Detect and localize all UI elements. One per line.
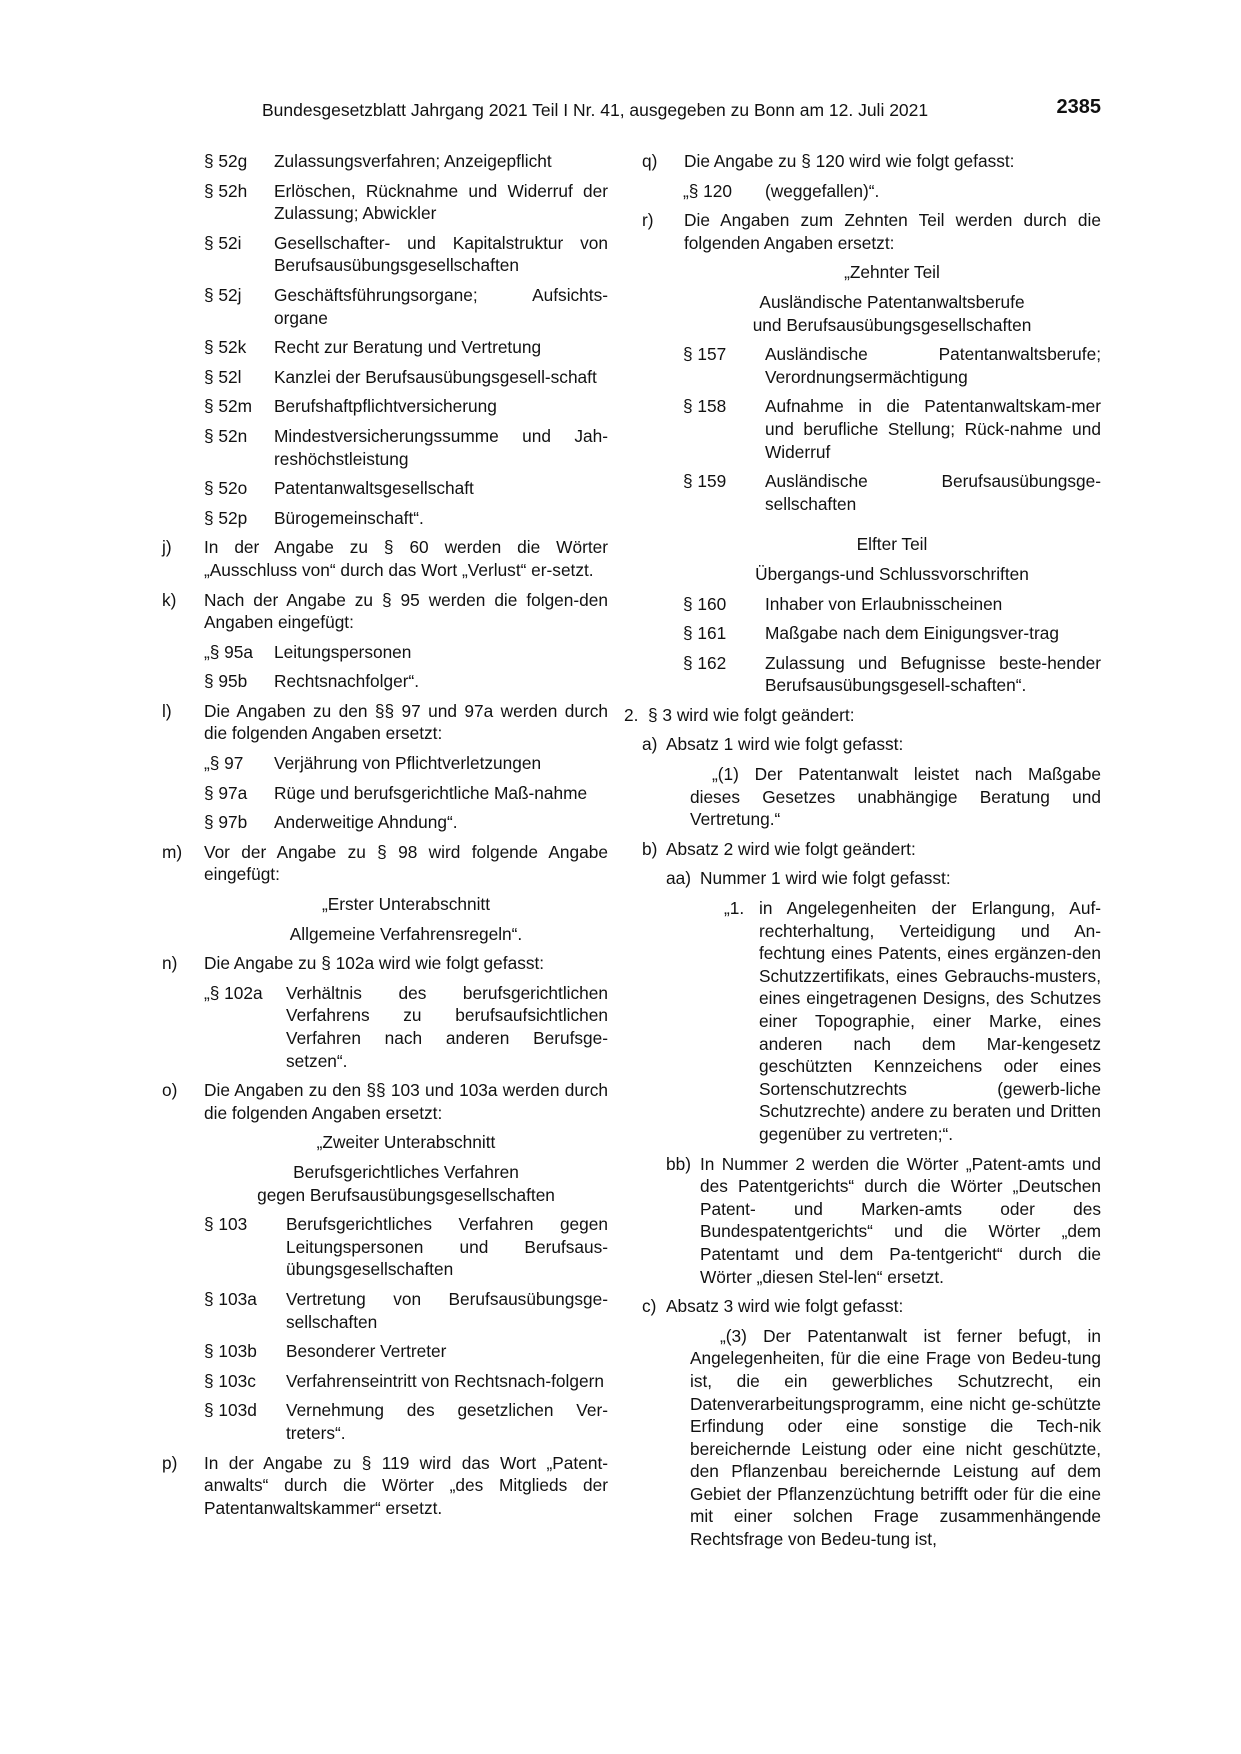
- item-text: in Angelegenheiten der Erlangung, Auf-rechterhaltung, Verteidigung und An-fechtung eines Patents, eines ergänzen-den Schutzzertifikats, eines Gebrauchs-musters, eines eingetragenen Designs, des Schutzes einer Topographie, einer Marke, eines anderen nach dem Mar-kengesetz geschützten Kennzeichens oder eines Sortenschutzrechts (gewerb-liche Schutzrechte) andere zu beraten und Dritten gegenüber zu vertreten;“.: [759, 898, 1101, 1144]
- entry-title: Recht zur Beratung und Vertretung: [274, 337, 542, 358]
- section-heading: „Erster Unterabschnitt: [321, 894, 491, 915]
- section-heading: Berufsgerichtliches Verfahren: [293, 1161, 519, 1182]
- item-text: Die Angabe zu § 102a wird wie folgt gefasst:: [204, 953, 545, 974]
- item-marker: aa): [666, 868, 691, 889]
- entry-title: Zulassung und Befugnisse beste-hender Berufsausübungsgesell-schaften“.: [765, 652, 1101, 696]
- toc-entry: [683, 622, 1101, 645]
- item-text: In der Angabe zu § 60 werden die Wörter „Ausschluss von“ durch das Wort „Verlust“ er-setzt.: [204, 537, 608, 580]
- toc-entry: [683, 395, 1101, 463]
- section-heading: Elfter Teil: [856, 534, 928, 555]
- entries-95-list: [204, 641, 608, 693]
- entry-title: Besonderer Vertreter: [286, 1341, 447, 1362]
- toc-entry: [683, 593, 1101, 616]
- item-marker: b): [642, 838, 658, 859]
- entry-number: § 95b: [204, 671, 248, 692]
- item-marker: „1.: [724, 898, 745, 919]
- item-text: In der Angabe zu § 119 wird das Wort „Patent-anwalts“ durch die Wörter „des Mitglieds der Patentanwaltskammer“ ersetzt.: [204, 1452, 608, 1518]
- amendment-item-q: [642, 150, 1101, 173]
- entry-title: Verfahrenseintritt von Rechtsnach-folgern: [286, 1370, 604, 1391]
- entry-number: § 97a: [204, 782, 248, 803]
- entry-number: § 52n: [204, 425, 248, 446]
- entry-title: Ausländische Berufsausübungsge-sellschaften: [765, 471, 1101, 514]
- page-header: [262, 96, 1101, 128]
- entry-title: Rechtsnachfolger“.: [274, 671, 420, 692]
- quoted-paragraph: „(3) Der Patentanwalt ist ferner befugt, in Angelegenheiten, für die eine Frage von Bedeu-tung ist, die ein gewerbliches Schutzrecht, ein Datenverarbeitungsprogramm, eine nicht ge-schützte Erfindung oder eine sonstige die Tech-nik bereichernde Leistung oder eine nicht geschützte, den Pflanzenbau bereichernde Leistung auf dem Gebiet der Pflanzenzüchtung betrifft oder für die eine mit einer solchen Frage zusammenhängende Rechtsfrage von Bedeu-tung ist,: [690, 1325, 1101, 1550]
- entry-number: § 52j: [204, 284, 242, 305]
- toc-entry: [204, 782, 608, 805]
- toc-entry: [204, 150, 608, 173]
- item-marker: m): [162, 841, 183, 862]
- entry-title: Patentanwaltsgesellschaft: [274, 478, 474, 499]
- toc-entry: [204, 982, 608, 1072]
- toc-entry: [204, 811, 608, 834]
- section-heading: „Zweiter Unterabschnitt: [316, 1132, 496, 1153]
- item-text: Nummer 1 wird wie folgt gefasst:: [700, 868, 951, 889]
- item-text: In Nummer 2 werden die Wörter „Patent-amts und des Patentgerichts“ durch die Wörter „Deutschen Patent- und Marken-amts oder des Bundespatentgerichts“ und die Wörter „dem Patentamt und dem Pa-tentgericht“ durch die Wörter „diesen Stel-len“ ersetzt.: [700, 1153, 1101, 1287]
- item-marker: c): [642, 1296, 657, 1317]
- section-heading: Allgemeine Verfahrensregeln“.: [289, 923, 523, 944]
- amendment-item-m: [162, 841, 608, 886]
- item-text: Nach der Angabe zu § 95 werden die folgen-den Angaben eingefügt:: [204, 589, 608, 633]
- toc-entry: [204, 1288, 608, 1333]
- toc-entry: [204, 1213, 608, 1281]
- subitem-aa: [666, 867, 1101, 890]
- amendment-item-r: [642, 209, 1101, 254]
- section-heading: und Berufsausübungsgesellschaften: [752, 314, 1032, 335]
- page-number: 2385: [1056, 96, 1101, 118]
- entry-number: § 159: [683, 471, 727, 492]
- item-text: Absatz 2 wird wie folgt geändert:: [666, 838, 916, 859]
- item-marker: q): [642, 151, 658, 171]
- subitem-c: [642, 1295, 1101, 1318]
- entry-title: Berufsgerichtliches Verfahren gegen Leitungspersonen und Berufsaus-übungsgesellschaften: [286, 1214, 608, 1280]
- entry-number: § 161: [683, 623, 727, 644]
- entry-title: Verhältnis des berufsgerichtlichen Verfahrens zu berufsaufsichtlichen Verfahren nach anderen Berufsge-setzen“.: [286, 982, 608, 1071]
- entry-number: § 52g: [204, 151, 248, 171]
- entry-number: § 103b: [204, 1341, 257, 1362]
- toc-entry: [204, 1399, 608, 1444]
- entry-title: Mindestversicherungssumme und Jah-reshöchstleistung: [274, 425, 608, 469]
- amendment-item-o: [162, 1079, 608, 1124]
- amendment-item-j: [162, 536, 608, 581]
- amendment-item-l: [162, 700, 608, 745]
- item-marker: p): [162, 1452, 178, 1473]
- section-heading: Übergangs-und Schlussvorschriften: [755, 563, 1029, 584]
- item-text: Die Angaben zu den §§ 103 und 103a werden durch die folgenden Angaben ersetzt:: [204, 1080, 608, 1123]
- item-text: Absatz 1 wird wie folgt gefasst:: [666, 734, 904, 755]
- entry-number: § 103: [204, 1214, 248, 1235]
- entry-number: § 162: [683, 652, 727, 673]
- entry-title: Zulassungsverfahren; Anzeigepflicht: [274, 151, 552, 171]
- entry-number: § 160: [683, 593, 727, 614]
- entry-title: Rüge und berufsgerichtliche Maß-nahme: [274, 782, 588, 803]
- quoted-paragraph: „(1) Der Patentanwalt leistet nach Maßgabe dieses Gesetzes unabhängige Beratung und Vertretung.“: [690, 764, 1101, 830]
- entry-title: Leitungspersonen: [274, 641, 412, 662]
- entry-number: § 158: [683, 396, 727, 417]
- toc-entry: [204, 507, 608, 530]
- section-heading: Ausländische Patentanwaltsberufe: [759, 291, 1025, 312]
- toc-entry: [683, 180, 1101, 203]
- entry-title: Gesellschafter- und Kapitalstruktur von Berufsausübungsgesellschaften: [274, 232, 608, 276]
- toc-entry: [204, 477, 608, 500]
- item-marker: o): [162, 1080, 178, 1101]
- item-text: § 3 wird wie folgt geändert:: [648, 704, 855, 725]
- entry-title: Maßgabe nach dem Einigungsver-trag: [765, 623, 1059, 644]
- entry-number: § 52k: [204, 337, 247, 358]
- toc-entry: [204, 232, 608, 277]
- entry-title: Aufnahme in die Patentanwaltskam-mer und berufliche Stellung; Rück-nahme und Widerruf: [765, 396, 1101, 462]
- right-column: [624, 150, 1101, 1551]
- section-heading: gegen Berufsausübungsgesellschaften: [257, 1184, 555, 1205]
- item-text: Absatz 3 wird wie folgt gefasst:: [666, 1296, 904, 1317]
- entry-number: „§ 95a: [204, 641, 254, 662]
- entries-52-list: [204, 150, 608, 529]
- item-marker: l): [162, 700, 172, 721]
- entry-title: Vertretung von Berufsausübungsge-sellschaften: [286, 1288, 608, 1332]
- entries-160-list: [683, 593, 1101, 697]
- toc-entry: [204, 752, 608, 775]
- entry-number: § 103a: [204, 1288, 257, 1309]
- toc-entry: [683, 470, 1101, 515]
- entry-number: § 52l: [204, 366, 242, 387]
- entry-title: Kanzlei der Berufsausübungsgesell-schaft: [274, 366, 597, 387]
- subitem-bb: [666, 1153, 1101, 1289]
- item-marker: k): [162, 589, 177, 610]
- toc-entry: [683, 652, 1101, 697]
- entry-title: Vernehmung des gesetzlichen Ver-treters“.: [286, 1400, 608, 1443]
- item-marker: r): [642, 210, 654, 231]
- entries-102-list: [204, 982, 608, 1072]
- amendment-item-p: [162, 1452, 608, 1520]
- subitem-b: [642, 838, 1101, 861]
- quoted-number-1: [724, 897, 1101, 1146]
- toc-entry: [204, 395, 608, 418]
- entry-title: Bürogemeinschaft“.: [274, 507, 424, 528]
- left-column: [162, 150, 608, 1526]
- entry-number: „§ 120: [683, 180, 733, 201]
- entry-120: [683, 180, 1101, 203]
- entry-number: § 52i: [204, 232, 242, 253]
- entry-number: § 52m: [204, 396, 253, 417]
- toc-entry: [204, 641, 608, 664]
- entry-title: Ausländische Patentanwaltsberufe; Verordnungsermächtigung: [765, 344, 1101, 387]
- item-marker: j): [162, 537, 172, 558]
- entry-number: „§ 102a: [204, 982, 263, 1003]
- entry-title: Anderweitige Ahndung“.: [274, 812, 458, 833]
- entry-number: § 52p: [204, 507, 248, 528]
- item-marker: n): [162, 953, 178, 974]
- item-text: Die Angaben zum Zehnten Teil werden durch die folgenden Angaben ersetzt:: [684, 210, 1101, 253]
- entry-number: § 97b: [204, 812, 248, 833]
- entry-title: Inhaber von Erlaubnisscheinen: [765, 593, 1003, 614]
- entry-number: § 52o: [204, 478, 248, 499]
- entry-number: § 103c: [204, 1370, 256, 1391]
- article-item-2: [624, 704, 1101, 727]
- item-marker: a): [642, 734, 658, 755]
- entries-97-list: [204, 752, 608, 834]
- item-text: Die Angaben zu den §§ 97 und 97a werden durch die folgenden Angaben ersetzt:: [204, 700, 608, 744]
- toc-entry: [204, 670, 608, 693]
- entry-title: Geschäftsführungsorgane; Aufsichts-organe: [274, 284, 608, 328]
- subitem-a: [642, 733, 1101, 756]
- toc-entry: [204, 336, 608, 359]
- entries-157-list: [683, 343, 1101, 515]
- toc-entry: [683, 343, 1101, 388]
- entry-number: § 52h: [204, 180, 248, 201]
- toc-entry: [204, 284, 608, 329]
- toc-entry: [204, 1340, 608, 1363]
- item-marker: bb): [666, 1153, 691, 1174]
- entry-title: Berufshaftpflichtversicherung: [274, 396, 497, 417]
- entry-title: (weggefallen)“.: [765, 180, 880, 201]
- amendment-item-n: [162, 952, 608, 975]
- item-text: Vor der Angabe zu § 98 wird folgende Angabe eingefügt:: [204, 841, 608, 885]
- running-header: Bundesgesetzblatt Jahrgang 2021 Teil I Nr. 41, ausgegeben zu Bonn am 12. Juli 2021: [262, 100, 929, 120]
- amendment-item-k: [162, 589, 608, 634]
- entry-title: Erlöschen, Rücknahme und Widerruf der Zulassung; Abwickler: [274, 180, 608, 224]
- item-text: Die Angabe zu § 120 wird wie folgt gefasst:: [684, 151, 1015, 171]
- entries-103-list: [204, 1213, 608, 1444]
- entry-number: „§ 97: [204, 753, 244, 774]
- toc-entry: [204, 366, 608, 389]
- section-heading: „Zehnter Teil: [844, 262, 940, 283]
- item-marker: 2.: [624, 704, 639, 725]
- entry-title: Verjährung von Pflichtverletzungen: [274, 753, 542, 774]
- toc-entry: [204, 425, 608, 470]
- entry-number: § 157: [683, 344, 727, 365]
- toc-entry: [204, 1370, 608, 1393]
- entry-number: § 103d: [204, 1400, 257, 1421]
- toc-entry: [204, 180, 608, 225]
